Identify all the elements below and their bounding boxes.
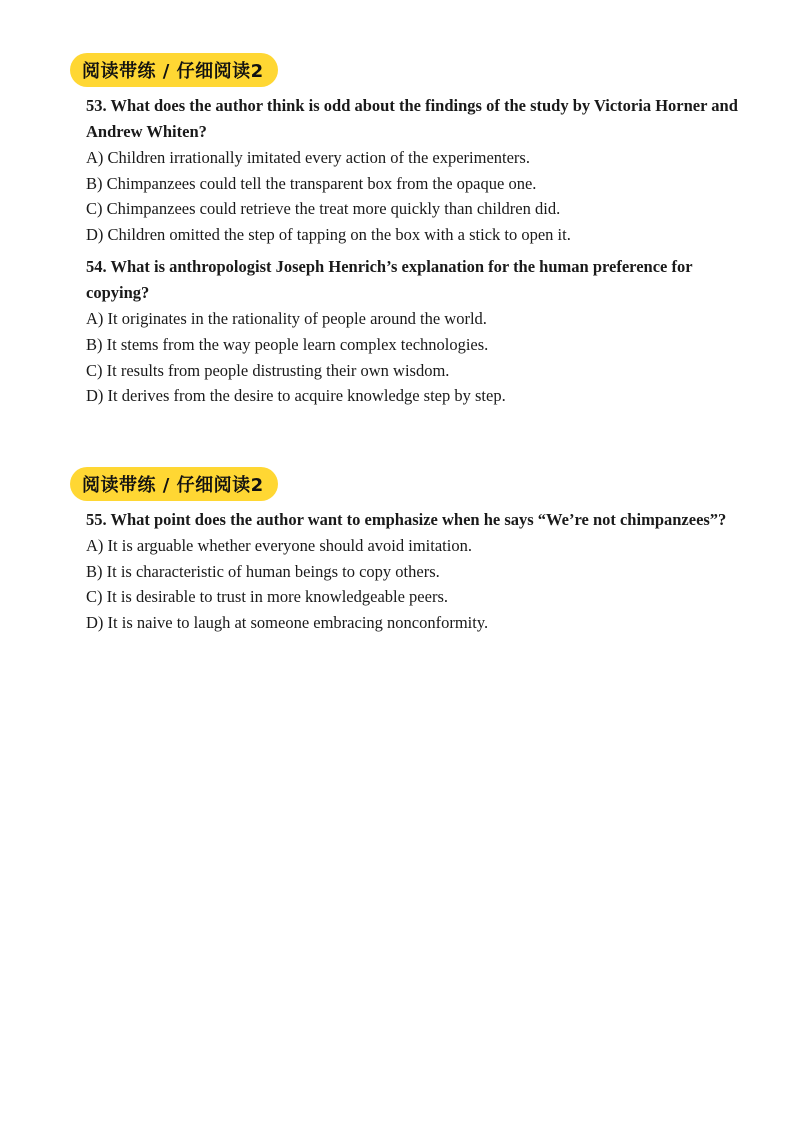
question-text: 53. What does the author think is odd about the findings of the study by Victoria Horner and Andrew Whiten? [86,96,738,141]
option-d: D) Children omitted the step of tapping on the box with a stick to open it. [86,224,571,244]
option-b: B) It stems from the way people learn complex technologies. [86,334,489,354]
option-b: B) Chimpanzees could tell the transparent box from the opaque one. [86,173,537,193]
option-a: A) Children irrationally imitated every action of the experimenters. [86,148,530,167]
option-d: D) It derives from the desire to acquire knowledge step by step. [86,386,506,406]
question-53 [86,93,746,247]
option-d: D) It is naive to laugh at someone embracing nonconformity. [86,612,489,632]
question-list [86,93,746,413]
option-a: A) It is arguable whether everyone should avoid imitation. [86,536,472,555]
option-b: B) It is characteristic of human beings to copy others. [86,561,440,581]
option-c: C) It results from people distrusting their own wisdom. [86,360,450,380]
question-55 [86,507,746,635]
question-text: 55. What point does the author want to emphasize when he says “We’re not chimpanzees”? [86,510,727,529]
question-list [86,507,746,639]
section-tag: 阅读带练 / 仔细阅读2 [70,467,278,501]
question-text: 54. What is anthropologist Joseph Henrich’s explanation for the human preference for copying? [86,257,693,303]
option-a: A) It originates in the rationality of people around the world. [86,309,487,329]
option-c: C) Chimpanzees could retrieve the treat more quickly than children did. [86,199,561,219]
question-54 [86,254,746,408]
option-c: C) It is desirable to trust in more knowledgeable peers. [86,587,448,607]
section-tag: 阅读带练 / 仔细阅读2 [70,53,278,87]
